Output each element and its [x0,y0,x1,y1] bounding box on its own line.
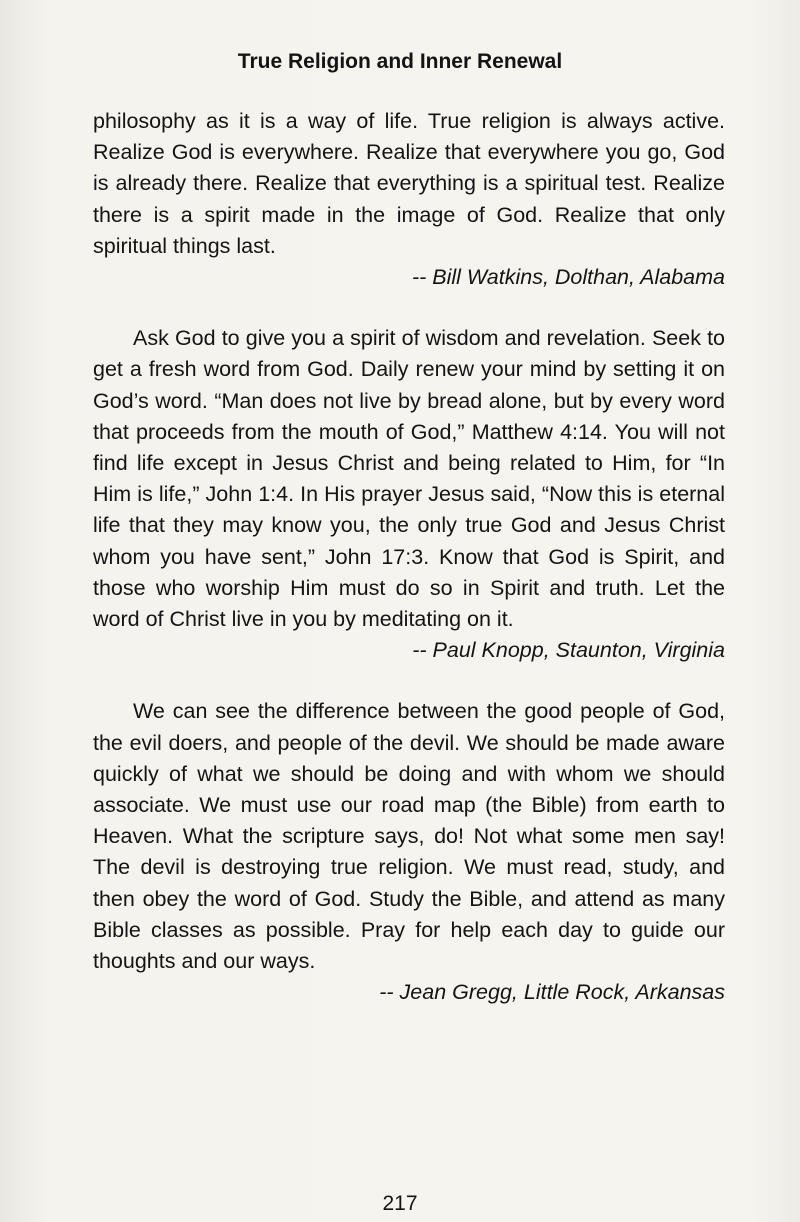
entry-text-3: We can see the difference between the good people of God, the evil doers, and people of the devil. We should be made aware quickly of what we should be doing and with whom we should associate. We must use our road map (the Bible) from earth to Heaven. What the scripture says, do! Not what some men say! The devil is destroying true religion. We must read, study, and then obey the word of God. Study the Bible, and attend as many Bible classes as possible. Pray for help each day to guide our thoughts and our ways. [93,699,725,974]
paragraph-spacer [93,666,725,696]
page-number: 217 [382,1192,418,1215]
paragraph-spacer [93,293,725,323]
entry-attribution-1: -- Bill Watkins, Dolthan, Alabama [411,265,725,290]
entry-attribution-2: -- Paul Knopp, Staunton, Virginia [412,638,725,663]
entry-attribution-3: -- Jean Gregg, Little Rock, Arkansas [379,980,725,1005]
page-body [93,106,725,1008]
entry-text-2: Ask God to give you a spirit of wisdom and revelation. Seek to get a fresh word from God. Daily renew your mind by setting it on God’s word. “Man does not live by bread alone, but by every word that proceeds from the mouth of God,” Matthew 4:14. You will not find life except in Jesus Christ and being related to Him, for “In Him is life,” John 1:4. In His prayer Jesus said, “Now this is eternal life that they may know you, the only true God and Jesus Christ whom you have sent,” John 17:3. Know that God is Spirit, and those who worship Him must do so in Spirit and truth. Let the word of Christ live in you by meditating on it. [93,326,725,632]
entry-text-1: philosophy as it is a way of life. True religion is always active. Realize God is everywhere. Realize that everywhere you go, God is already there. Realize that everything is a spiritual test. Realize there is a spirit made in the image of God. Realize that only spiritual things last. [93,109,725,258]
running-header: True Religion and Inner Renewal [237,50,563,73]
